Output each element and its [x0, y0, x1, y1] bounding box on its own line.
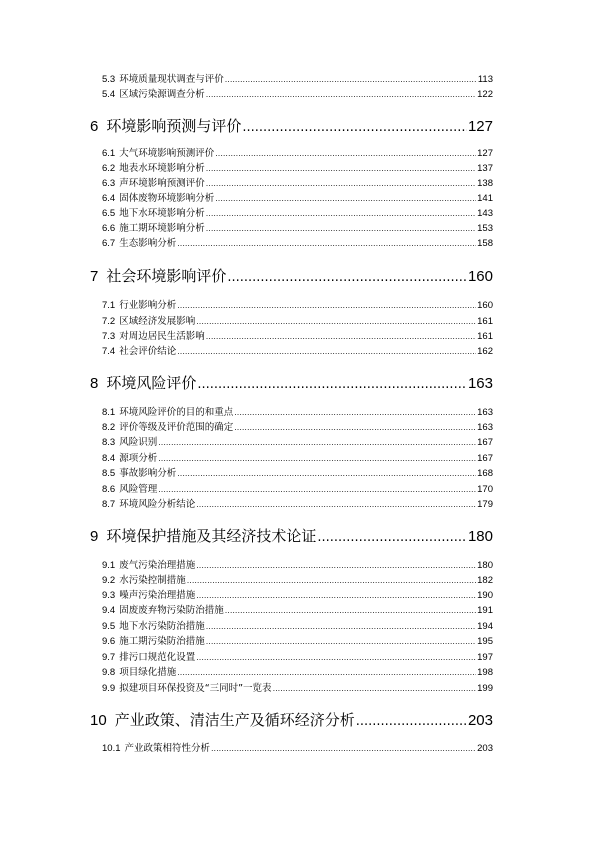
section-title: 地下水污染防治措施: [119, 621, 205, 632]
toc-entry-10-1[interactable]: [0, 742, 595, 756]
chapter-title: 产业政策、清洁生产及循环经济分析: [114, 711, 355, 729]
dot-leader: [196, 559, 476, 573]
section-number: 8.2: [102, 422, 116, 433]
page-number: 180: [467, 528, 493, 545]
section-title: 区域经济发展影响: [119, 316, 196, 327]
toc-entry-8-7[interactable]: [0, 498, 595, 512]
section-number: 10.1: [102, 743, 121, 754]
dot-leader: [227, 267, 467, 289]
page-number: 163: [467, 375, 493, 392]
section-title: 环境质量现状调查与评价: [119, 74, 224, 85]
dot-leader: [196, 589, 476, 603]
section-number: 9.3: [102, 590, 116, 601]
chapter-number: 6: [90, 118, 99, 135]
section-title: 区域污染源调查分析: [119, 89, 205, 100]
section-title: 项目绿化措施: [119, 667, 177, 678]
page-number: 153: [477, 223, 493, 234]
section-title: 声环境影响预测评价: [119, 178, 205, 189]
chapter-number: 9: [90, 528, 99, 545]
chapter-title: 环境风险评价: [106, 374, 197, 392]
toc-entry-8-1[interactable]: [0, 406, 595, 420]
section-number: 8.6: [102, 484, 116, 495]
section-title: 固体废物环境影响分析: [119, 193, 215, 204]
section-number: 7.4: [102, 346, 116, 357]
page-number: 198: [477, 667, 493, 678]
page-number: 190: [477, 590, 493, 601]
dot-leader: [158, 452, 476, 466]
dot-leader: [196, 651, 476, 665]
page-number: 161: [477, 331, 493, 342]
section-number: 9.7: [102, 652, 116, 663]
toc-entry-9-6[interactable]: [0, 635, 595, 649]
dot-leader: [158, 483, 476, 497]
toc-entry-9-8[interactable]: [0, 666, 595, 680]
dot-leader: [317, 527, 467, 549]
toc-entry-6-2[interactable]: [0, 162, 595, 176]
section-number: 6.7: [102, 238, 116, 249]
section-title: 施工期污染防治措施: [119, 636, 205, 647]
toc-entry-9-9[interactable]: [0, 682, 595, 696]
section-title: 生态影响分析: [119, 238, 177, 249]
section-number: 9.4: [102, 605, 116, 616]
section-title: 环境风险评价的目的和重点: [119, 407, 234, 418]
section-number: 8.1: [102, 407, 116, 418]
page-number: 168: [477, 468, 493, 479]
dot-leader: [196, 498, 476, 512]
section-number: 6.4: [102, 193, 116, 204]
toc-chapter-7[interactable]: [0, 265, 595, 287]
page-number: 170: [477, 484, 493, 495]
dot-leader: [356, 711, 467, 733]
page-number: 162: [477, 346, 493, 357]
section-title: 产业政策相符性分析: [124, 743, 211, 754]
page-number: 179: [477, 499, 493, 510]
page-number: 113: [477, 74, 493, 85]
toc-entry-9-7[interactable]: [0, 651, 595, 665]
page-number: 143: [477, 208, 493, 219]
toc-entry-8-3[interactable]: [0, 436, 595, 450]
section-title: 环境风险分析结论: [119, 499, 196, 510]
page-number: 122: [477, 89, 493, 100]
toc-entry-6-1[interactable]: [0, 147, 595, 161]
dot-leader: [177, 299, 476, 313]
toc-entry-9-1[interactable]: [0, 559, 595, 573]
toc-entry-8-5[interactable]: [0, 467, 595, 481]
dot-leader: [206, 330, 476, 344]
section-number: 6.3: [102, 178, 116, 189]
toc-entry-7-3[interactable]: [0, 330, 595, 344]
section-title: 评价等级及评价范围的确定: [119, 422, 234, 433]
section-number: 6.6: [102, 223, 116, 234]
chapter-title: 环境影响预测与评价: [106, 117, 242, 135]
section-number: 6.5: [102, 208, 116, 219]
toc-entry-6-4[interactable]: [0, 192, 595, 206]
page-number: 158: [477, 238, 493, 249]
page-number: 127: [467, 118, 493, 135]
toc-entry-7-2[interactable]: [0, 315, 595, 329]
chapter-number: 7: [90, 268, 99, 285]
toc-entry-7-1[interactable]: [0, 299, 595, 313]
page-number: 161: [477, 316, 493, 327]
page-number: 160: [467, 268, 493, 285]
section-number: 7.2: [102, 316, 116, 327]
toc-entry-6-7[interactable]: [0, 237, 595, 251]
chapter-number: 8: [90, 375, 99, 392]
page-number: 194: [477, 621, 493, 632]
section-number: 5.3: [102, 74, 116, 85]
page-number: 191: [477, 605, 493, 616]
dot-leader: [206, 88, 476, 102]
toc-chapter-10[interactable]: [0, 709, 595, 731]
dot-leader: [234, 406, 476, 420]
dot-leader: [242, 117, 467, 139]
dot-leader: [215, 147, 476, 161]
page-number: 127: [477, 148, 493, 159]
dot-leader: [206, 162, 476, 176]
toc-entry-6-5[interactable]: [0, 207, 595, 221]
chapter-title: 环境保护措施及其经济技术论证: [106, 527, 317, 545]
page-number: 163: [477, 422, 493, 433]
dot-leader: [158, 436, 476, 450]
section-number: 9.6: [102, 636, 116, 647]
toc-entry-8-2[interactable]: [0, 421, 595, 435]
page-number: 195: [477, 636, 493, 647]
dot-leader: [177, 345, 476, 359]
dot-leader: [177, 666, 476, 680]
section-title: 水污染控制措施: [119, 575, 186, 586]
section-number: 8.3: [102, 437, 116, 448]
dot-leader: [187, 574, 476, 588]
dot-leader: [211, 742, 476, 756]
toc-entry-8-4[interactable]: [0, 452, 595, 466]
dot-leader: [225, 604, 476, 618]
section-title: 大气环境影响预测评价: [119, 148, 215, 159]
page-number: 182: [477, 575, 493, 586]
page-number: 163: [477, 407, 493, 418]
dot-leader: [206, 177, 476, 191]
section-title: 事故影响分析: [119, 468, 177, 479]
section-title: 源项分析: [119, 453, 158, 464]
toc-entry-6-6[interactable]: [0, 222, 595, 236]
toc-entry-5-4[interactable]: [0, 88, 595, 102]
dot-leader: [196, 315, 476, 329]
section-title: 施工期环境影响分析: [119, 223, 205, 234]
toc-entry-5-3[interactable]: [0, 73, 595, 87]
section-title: 废气污染治理措施: [119, 560, 196, 571]
dot-leader: [234, 421, 476, 435]
section-number: 9.2: [102, 575, 116, 586]
section-title: 地下水环境影响分析: [119, 208, 205, 219]
chapter-number: 10: [90, 712, 107, 729]
toc-chapter-8[interactable]: [0, 372, 595, 394]
page-number: 167: [477, 437, 493, 448]
page-number: 199: [477, 683, 493, 694]
dot-leader: [215, 192, 476, 206]
page-number: 167: [477, 453, 493, 464]
section-title: 固废废弃物污染防治措施: [119, 605, 224, 616]
section-number: 8.7: [102, 499, 116, 510]
section-number: 6.1: [102, 148, 116, 159]
section-number: 9.8: [102, 667, 116, 678]
section-number: 7.3: [102, 331, 116, 342]
page-number: 203: [477, 743, 493, 754]
section-number: 9.5: [102, 621, 116, 632]
dot-leader: [177, 467, 476, 481]
section-title: 排污口规范化设置: [119, 652, 196, 663]
section-number: 9.1: [102, 560, 116, 571]
page-number: 137: [477, 163, 493, 174]
section-number: 8.4: [102, 453, 116, 464]
toc-chapter-6[interactable]: [0, 115, 595, 137]
page-number: 197: [477, 652, 493, 663]
toc-chapter-9[interactable]: [0, 525, 595, 547]
section-title: 社会评价结论: [119, 346, 177, 357]
toc-entry-8-6[interactable]: [0, 483, 595, 497]
section-title: 地表水环境影响分析: [119, 163, 205, 174]
page-number: 203: [467, 712, 493, 729]
section-title: 拟建项目环保投资及“三同时”一览表: [119, 683, 272, 694]
page-number: 160: [477, 300, 493, 311]
dot-leader: [206, 620, 476, 634]
section-number: 5.4: [102, 89, 116, 100]
toc-entry-7-4[interactable]: [0, 345, 595, 359]
section-number: 7.1: [102, 300, 116, 311]
dot-leader: [206, 222, 476, 236]
dot-leader: [206, 635, 476, 649]
section-number: 9.9: [102, 683, 116, 694]
toc-entry-6-3[interactable]: [0, 177, 595, 191]
chapter-title: 社会环境影响评价: [106, 267, 227, 285]
dot-leader: [225, 73, 477, 87]
dot-leader: [206, 207, 476, 221]
toc-entry-9-4[interactable]: [0, 604, 595, 618]
section-title: 风险识别: [119, 437, 158, 448]
section-title: 对周边居民生活影响: [119, 331, 205, 342]
section-title: 噪声污染治理措施: [119, 590, 196, 601]
toc-entry-9-2[interactable]: [0, 574, 595, 588]
section-title: 行业影响分析: [119, 300, 177, 311]
toc-entry-9-5[interactable]: [0, 620, 595, 634]
page-number: 138: [477, 178, 493, 189]
toc-entry-9-3[interactable]: [0, 589, 595, 603]
page-number: 141: [477, 193, 493, 204]
section-title: 风险管理: [119, 484, 158, 495]
page-number: 180: [477, 560, 493, 571]
section-number: 6.2: [102, 163, 116, 174]
dot-leader: [273, 682, 477, 696]
section-number: 8.5: [102, 468, 116, 479]
dot-leader: [197, 374, 467, 396]
dot-leader: [177, 237, 476, 251]
